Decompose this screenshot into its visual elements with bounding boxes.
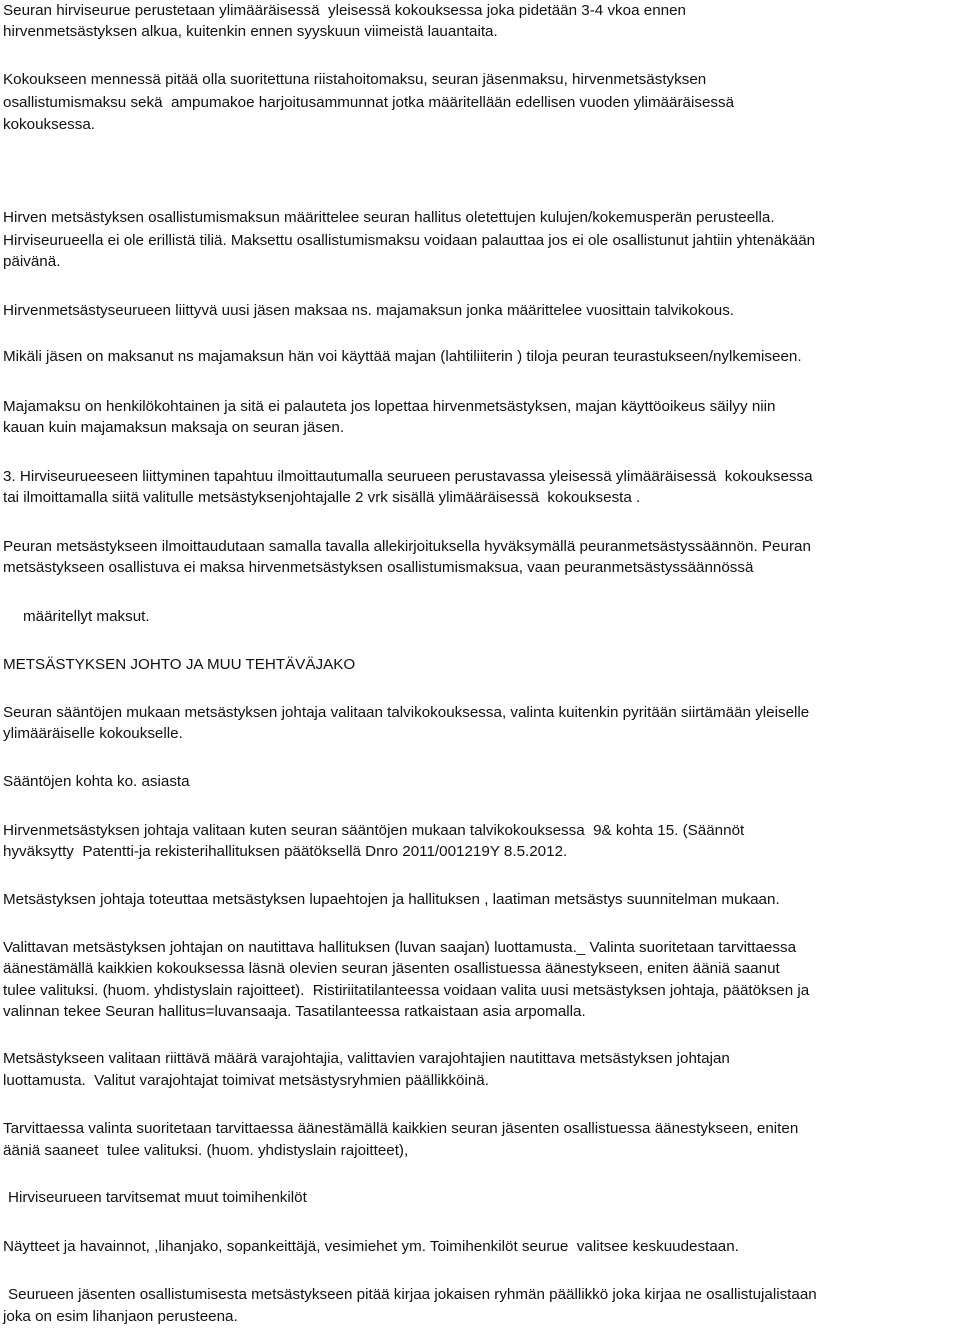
text-line: Tarvittaessa valinta suoritetaan tarvittaessa äänestämällä kaikkien seuran jäsenten osallistuessa äänestykseen, eniten	[3, 1120, 799, 1137]
text-line: tulee valituksi. (huom. yhdistyslain rajoitteet). Ristiriitatilanteessa voidaan valita uusi metsästyksen johtaja, päätöksen ja	[3, 982, 810, 999]
text-line: ylimääräiselle kokoukselle.	[3, 725, 183, 742]
text-line: luottamusta. Valitut varajohtajat toimivat metsästysryhmien päällikköinä.	[3, 1072, 489, 1089]
text-line: tai ilmoittamalla siitä valitulle metsästyksenjohtajalle 2 vrk sisällä ylimääräisessä kokouksesta .	[3, 489, 641, 506]
text-line: hirvenmetsästyksen alkua, kuitenkin ennen syyskuun viimeistä lauantaita.	[3, 23, 498, 40]
text-line: Seurueen jäsenten osallistumisesta metsästykseen pitää kirjaa jokaisen ryhmän päällikkö joka kirjaa ne osallistujalistaan	[8, 1286, 817, 1303]
text-line: Kokoukseen mennessä pitää olla suoritettuna riistahoitomaksu, seuran jäsenmaksu, hirvenmetsästyksen	[3, 71, 707, 88]
text-line: Sääntöjen kohta ko. asiasta	[3, 773, 190, 790]
text-line: Näytteet ja havainnot, ,lihanjako, sopankeittäjä, vesimiehet ym. Toimihenkilöt seurue valitsee keskuudestaan.	[3, 1238, 739, 1255]
text-line: ääniä saaneet tulee valituksi. (huom. yhdistyslain rajoitteet),	[3, 1142, 409, 1159]
text-line: Peuran metsästykseen ilmoittaudutaan samalla tavalla allekirjoituksella hyväksymällä peuranmetsästyssäännön. Peuran	[3, 538, 811, 555]
text-line: Metsästyksen johtaja toteuttaa metsästyksen lupaehtojen ja hallituksen , laatiman metsästys suunnitelman mukaan.	[3, 891, 780, 908]
text-line: Seuran sääntöjen mukaan metsästyksen johtaja valitaan talvikokouksessa, valinta kuitenkin pyritään siirtämään yleiselle	[3, 704, 810, 721]
text-line: 3. Hirviseurueeseen liittyminen tapahtuu ilmoittautumalla seurueen perustavassa yleisessä ylimääräisessä kokouksessa	[3, 468, 813, 485]
text-line: Metsästykseen valitaan riittävä määrä varajohtajia, valittavien varajohtajien nautittava metsästyksen johtajan	[3, 1050, 730, 1067]
text-line: kokouksessa.	[3, 116, 96, 133]
text-line: Hirviseurueella ei ole erillistä tiliä. Maksettu osallistumismaksu voidaan palauttaa jos ei ole osallistunut jahtiin yhtenäkään	[3, 232, 816, 249]
text-line: hyväksytty Patentti-ja rekisterihallituksen päätöksellä Dnro 2011/001219Y 8.5.2012.	[3, 843, 568, 860]
text-line: kauan kuin majamaksun maksaja on seuran jäsen.	[3, 419, 345, 436]
text-line: Hirvenmetsästyseurueen liittyvä uusi jäsen maksaa ns. majamaksun jonka määrittelee vuosittain talvikokous.	[3, 302, 735, 319]
text-line: äänestämällä kaikkien kokouksessa läsnä olevien seuran jäsenten osallistuessa äänestykseen, eniten ääniä saanut	[3, 960, 780, 977]
text-line: Mikäli jäsen on maksanut ns majamaksun hän voi käyttää majan (lahtiliiterin ) tiloja peuran teurastukseen/nylkemiseen.	[3, 348, 802, 365]
text-line: Majamaksu on henkilökohtainen ja sitä ei palauteta jos lopettaa hirvenmetsästyksen, majan käyttöoikeus säilyy niin	[3, 398, 776, 415]
text-line: Hirvenmetsästyksen johtaja valitaan kuten seuran sääntöjen mukaan talvikokouksessa 9& kohta 15. (Säännöt	[3, 822, 745, 839]
section-heading: METSÄSTYKSEN JOHTO JA MUU TEHTÄVÄJAKO	[3, 656, 356, 673]
text-line: joka on esim lihanjaon perusteena.	[3, 1308, 238, 1325]
text-line: valinnan tekee Seuran hallitus=luvansaaja. Tasatilanteessa ratkaistaan asia arpomalla.	[3, 1003, 586, 1020]
text-line: Valittavan metsästyksen johtajan on nautittava hallituksen (luvan saajan) luottamusta._ Valinta suoritetaan tarvittaessa	[3, 939, 797, 956]
text-line: Hirven metsästyksen osallistumismaksun määrittelee seuran hallitus oletettujen kulujen/kokemusperän perusteella.	[3, 209, 775, 226]
text-line: päivänä.	[3, 253, 61, 270]
text-line: metsästykseen osallistuva ei maksa hirvenmetsästyksen osallistumismaksua, vaan peuranmetsästyssäännössä	[3, 559, 754, 576]
text-line: Hirviseurueen tarvitsemat muut toimihenkilöt	[8, 1189, 307, 1206]
text-line: määritellyt maksut.	[23, 608, 150, 625]
text-line: Seuran hirviseurue perustetaan ylimääräisessä yleisessä kokouksessa joka pidetään 3-4 vkoa ennen	[3, 2, 686, 19]
text-line: osallistumismaksu sekä ampumakoe harjoitusammunnat jotka määritellään edellisen vuoden ylimääräisessä	[3, 94, 735, 111]
